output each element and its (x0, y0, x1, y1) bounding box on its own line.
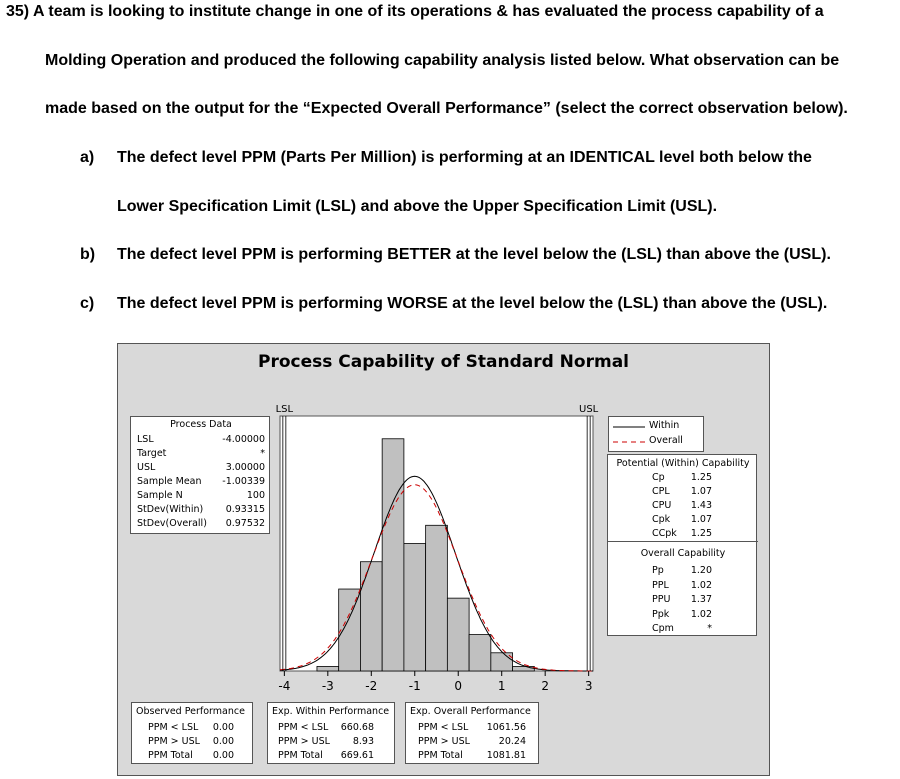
exp-overall-value: 20.24 (498, 736, 526, 747)
x-tick-label: 0 (454, 679, 463, 693)
histogram-bar (404, 544, 426, 672)
option-a-label: a) (80, 149, 95, 166)
exp-within-header: Exp. Within Performance (272, 706, 390, 717)
question-line-2: Molding Operation and produced the following capability analysis listed below. What observation can be (45, 52, 840, 69)
observed-value: 0.00 (212, 722, 234, 733)
x-tick-label: 3 (584, 679, 593, 693)
process-data-value: -4.00000 (222, 434, 265, 445)
process-data-value: 0.93315 (225, 504, 265, 515)
usl-label: USL (579, 404, 599, 415)
process-data-key: LSL (137, 434, 154, 445)
x-tick-label: -4 (278, 679, 291, 693)
potential-value: 1.07 (690, 486, 712, 497)
potential-value: 1.25 (690, 528, 712, 539)
capability-figure (117, 343, 770, 776)
histogram-bar (426, 525, 448, 671)
x-tick-label: -3 (321, 679, 334, 693)
process-data-key: StDev(Within) (137, 504, 204, 515)
overall-capability-value: * (707, 623, 712, 634)
process-data-key: StDev(Overall) (137, 518, 207, 529)
potential-value: 1.43 (690, 500, 712, 511)
observed-value: 0.00 (212, 736, 234, 747)
exp-within-key: PPM < LSL (278, 722, 329, 733)
histogram-bar (317, 666, 339, 671)
exp-overall-header: Exp. Overall Performance (410, 706, 531, 717)
overall-capability-value: 1.20 (690, 565, 712, 576)
potential-key: CPL (652, 486, 670, 497)
exp-within-value: 669.61 (340, 750, 374, 761)
potential-header: Potential (Within) Capability (616, 458, 750, 469)
exp-overall-value: 1061.56 (486, 722, 526, 733)
exp-overall-key: PPM > USL (418, 736, 470, 747)
exp-within-key: PPM Total (278, 750, 323, 761)
x-tick-label: -1 (408, 679, 421, 693)
process-data-header: Process Data (170, 419, 232, 430)
process-data-value: 3.00000 (225, 462, 265, 473)
overall-capability-key: Cpm (652, 623, 674, 634)
observed-key: PPM Total (148, 750, 193, 761)
option-b-label: b) (80, 246, 96, 263)
x-tick-label: 2 (541, 679, 550, 693)
exp-overall-panel (405, 702, 539, 764)
histogram-bar (339, 589, 361, 671)
overall-capability-key: PPU (652, 594, 671, 605)
process-data-key: Target (137, 448, 167, 459)
x-tick-label: 1 (497, 679, 506, 693)
question-line-1: 35) A team is looking to institute change in one of its operations & has evaluated the process capability of a (6, 3, 824, 20)
option-b-text: The defect level PPM is performing BETTER at the level below the (LSL) than above the (USL). (117, 246, 831, 263)
x-tick-label: -2 (365, 679, 378, 693)
process-data-value: * (260, 448, 265, 459)
exp-within-value: 8.93 (352, 736, 374, 747)
histogram-bar (382, 439, 404, 671)
question-line-3: made based on the output for the “Expected Overall Performance” (select the correct observation below). (45, 100, 848, 117)
potential-key: Cp (652, 472, 665, 483)
exp-within-key: PPM > USL (278, 736, 330, 747)
process-data-value: 100 (246, 490, 265, 501)
option-c-text: The defect level PPM is performing WORSE at the level below the (LSL) than above the (USL). (117, 295, 828, 312)
process-data-value: 0.97532 (225, 518, 265, 529)
process-data-value: -1.00339 (222, 476, 265, 487)
histogram-bar (469, 635, 491, 671)
observed-value: 0.00 (212, 750, 234, 761)
overall-capability-value: 1.02 (690, 579, 712, 591)
overall-capability-value: 1.02 (690, 608, 712, 620)
exp-overall-value: 1081.81 (486, 750, 526, 761)
legend-within-label: Within (649, 420, 680, 431)
overall-capability-header: Overall Capability (640, 548, 726, 559)
option-a-text-1: The defect level PPM (Parts Per Million) is performing at an IDENTICAL level both below the (117, 149, 812, 166)
legend-overall-label: Overall (649, 435, 683, 446)
histogram-bar (360, 562, 382, 671)
overall-capability-key: Ppk (652, 608, 670, 620)
overall-capability-value: 1.37 (690, 594, 712, 605)
observed-key: PPM < LSL (148, 722, 199, 733)
exp-overall-key: PPM < LSL (418, 722, 469, 733)
observed-performance-panel (131, 702, 253, 764)
potential-key: CPU (652, 500, 672, 511)
process-data-key: Sample Mean (137, 476, 202, 487)
potential-key: CCpk (652, 528, 677, 539)
overall-capability-key: PPL (652, 579, 669, 591)
process-data-key: USL (137, 462, 156, 473)
figure-title: Process Capability of Standard Normal (257, 352, 629, 372)
option-a-text-2: Lower Specification Limit (LSL) and above the Upper Specification Limit (USL). (117, 198, 718, 215)
lsl-label: LSL (275, 404, 294, 415)
potential-value: 1.07 (690, 514, 712, 525)
observed-key: PPM > USL (148, 736, 200, 747)
observed-header: Observed Performance (136, 706, 245, 717)
overall-capability-key: Pp (652, 565, 664, 576)
histogram-bar (513, 666, 535, 671)
histogram-bar (447, 598, 469, 671)
exp-overall-key: PPM Total (418, 750, 463, 761)
exp-within-panel (267, 702, 395, 764)
process-data-key: Sample N (137, 490, 183, 501)
potential-key: Cpk (652, 514, 671, 525)
potential-value: 1.25 (690, 472, 712, 483)
exp-within-value: 660.68 (340, 722, 374, 733)
option-c-label: c) (80, 295, 95, 312)
